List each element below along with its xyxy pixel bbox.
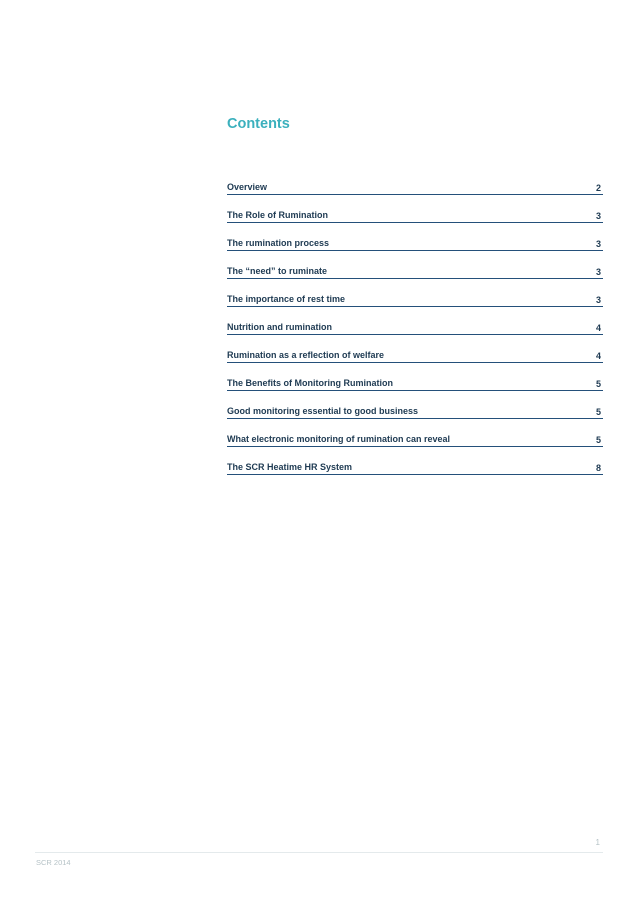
- toc-divider: [227, 222, 603, 223]
- footer-text: SCR 2014: [36, 858, 71, 867]
- toc-entry-page: 4: [595, 351, 601, 361]
- toc-entry-label: The “need” to ruminate: [227, 266, 328, 276]
- toc-entry-heatime-system[interactable]: [227, 460, 603, 488]
- toc-entry-role-of-rumination[interactable]: [227, 208, 603, 236]
- contents-title: Contents: [227, 116, 290, 132]
- toc-entry-electronic-monitoring[interactable]: [227, 432, 603, 460]
- toc-entry-label: Nutrition and rumination: [227, 322, 332, 332]
- toc-entry-page: 3: [595, 239, 601, 249]
- toc-entry-label: The Role of Rumination: [227, 210, 328, 220]
- toc-entry-page: 8: [595, 463, 601, 473]
- toc-entry-label: What electronic monitoring of rumination can reveal: [227, 434, 451, 444]
- toc-entry-label: Good monitoring essential to good business: [227, 406, 419, 416]
- toc-divider: [227, 474, 603, 475]
- toc-entry-label: The SCR Heatime HR System: [227, 462, 353, 472]
- toc-divider: [227, 334, 603, 335]
- toc-entry-label: Overview: [227, 182, 268, 192]
- toc-entry-page: 3: [595, 295, 601, 305]
- toc-entry-page: 2: [595, 183, 601, 193]
- toc-entry-page: 3: [595, 211, 601, 221]
- toc-entry-overview[interactable]: [227, 180, 603, 208]
- toc-divider: [227, 306, 603, 307]
- toc-divider: [227, 446, 603, 447]
- table-of-contents: [227, 180, 603, 488]
- footer-divider: [35, 852, 603, 853]
- toc-divider: [227, 390, 603, 391]
- page-number: 1: [595, 838, 600, 847]
- toc-divider: [227, 418, 603, 419]
- toc-entry-benefits-of-monitoring[interactable]: [227, 376, 603, 404]
- toc-entry-label: The importance of rest time: [227, 294, 346, 304]
- toc-entry-label: The rumination process: [227, 238, 330, 248]
- toc-entry-need-to-ruminate[interactable]: [227, 264, 603, 292]
- toc-entry-good-business[interactable]: [227, 404, 603, 432]
- toc-entry-label: Rumination as a reflection of welfare: [227, 350, 385, 360]
- toc-entry-page: 5: [595, 435, 601, 445]
- toc-entry-page: 3: [595, 267, 601, 277]
- toc-divider: [227, 250, 603, 251]
- toc-entry-page: 5: [595, 407, 601, 417]
- toc-entry-nutrition[interactable]: [227, 320, 603, 348]
- toc-entry-page: 5: [595, 379, 601, 389]
- toc-entry-rest-time[interactable]: [227, 292, 603, 320]
- toc-entry-page: 4: [595, 323, 601, 333]
- toc-divider: [227, 278, 603, 279]
- toc-entry-label: The Benefits of Monitoring Rumination: [227, 378, 393, 388]
- toc-divider: [227, 194, 603, 195]
- toc-entry-rumination-process[interactable]: [227, 236, 603, 264]
- toc-entry-welfare[interactable]: [227, 348, 603, 376]
- toc-divider: [227, 362, 603, 363]
